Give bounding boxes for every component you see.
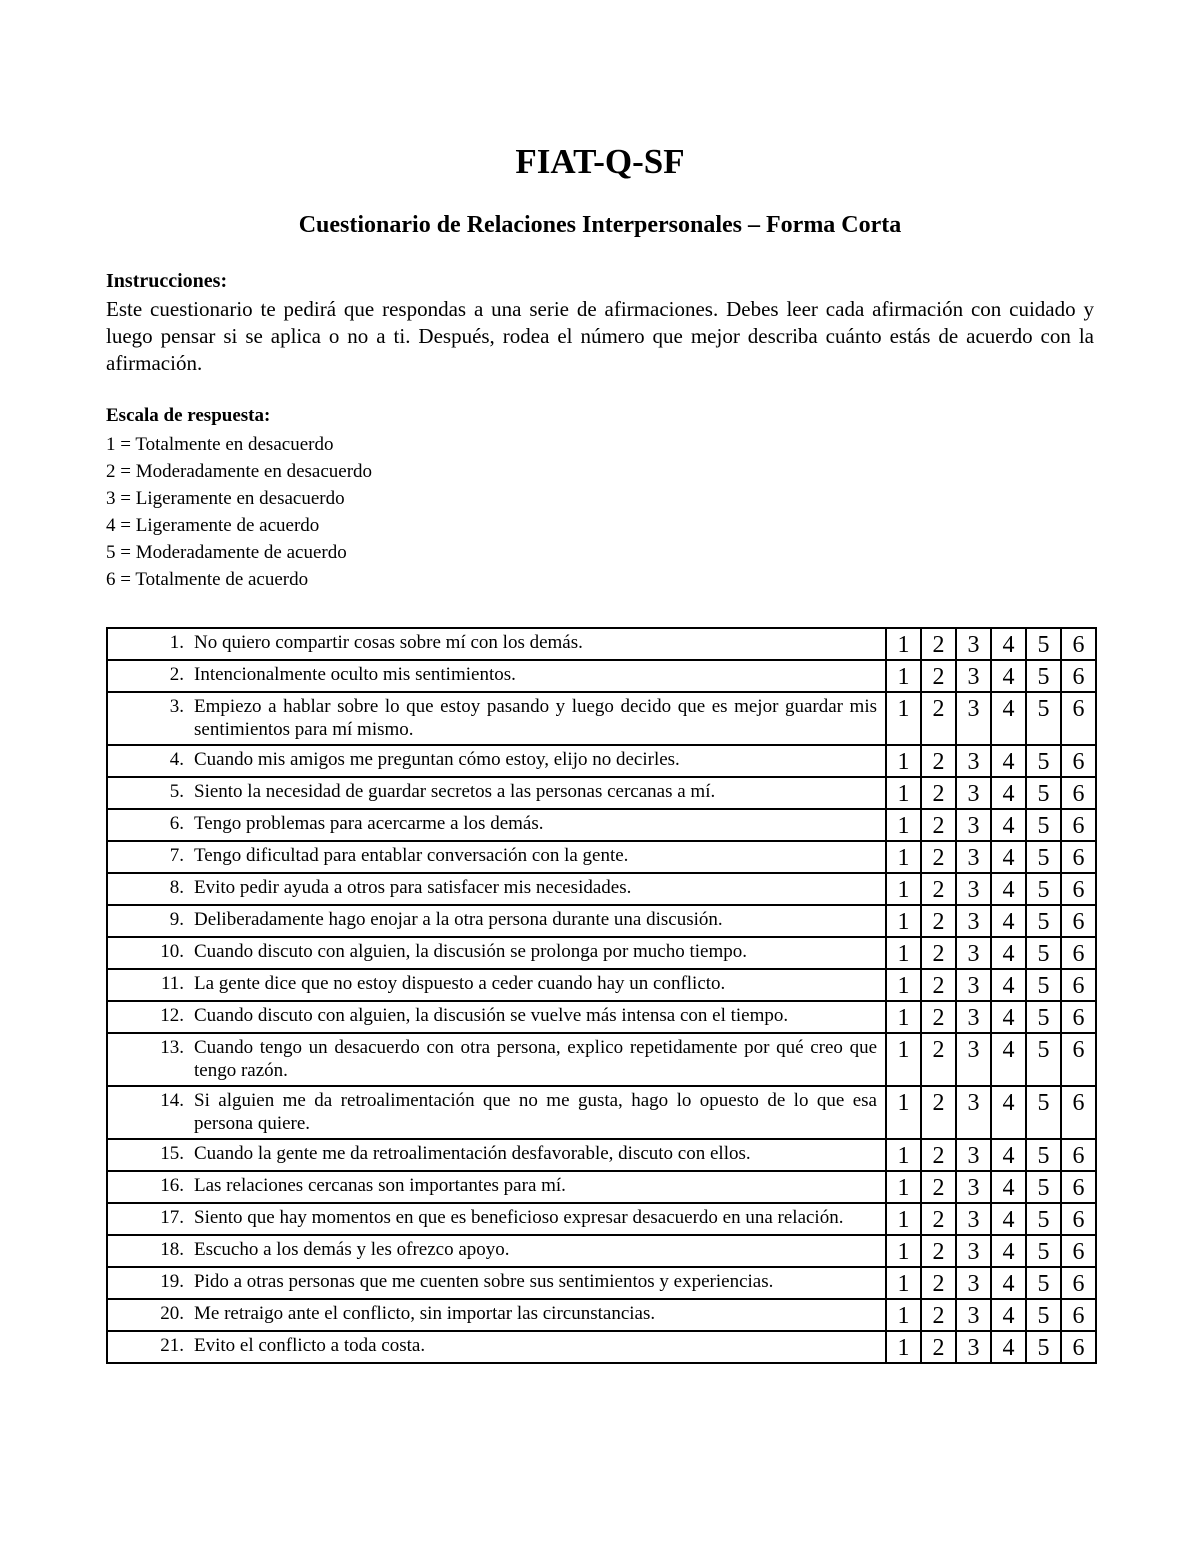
question-number: 2. [169,664,184,685]
rating-option-4[interactable]: 4 [991,969,1026,1001]
scale-item: 3 = Ligeramente en desacuerdo [106,488,345,509]
question-row [107,1033,1096,1086]
rating-option-6[interactable]: 6 [1061,1203,1096,1235]
rating-option-2[interactable]: 2 [921,1331,956,1363]
rating-option-6[interactable]: 6 [1061,809,1096,841]
question-row [107,628,1096,660]
rating-option-6[interactable]: 6 [1061,1001,1096,1033]
question-row [107,745,1096,777]
question-row [107,777,1096,809]
rating-option-2[interactable]: 2 [921,628,956,660]
question-number: 11. [160,973,184,994]
rating-option-2[interactable]: 2 [921,841,956,873]
rating-option-3[interactable]: 3 [956,841,991,873]
rating-option-1[interactable]: 1 [886,809,921,841]
question-number: 5. [169,781,184,802]
rating-option-3[interactable]: 3 [956,660,991,692]
rating-option-3[interactable]: 3 [956,692,991,745]
rating-option-4[interactable]: 4 [991,777,1026,809]
rating-option-1[interactable]: 1 [886,1203,921,1235]
rating-option-4[interactable]: 4 [991,1086,1026,1139]
rating-option-6[interactable]: 6 [1061,1086,1096,1139]
question-number: 13. [160,1037,184,1058]
rating-option-4[interactable]: 4 [991,1171,1026,1203]
rating-option-6[interactable]: 6 [1061,841,1096,873]
rating-option-1[interactable]: 1 [886,1086,921,1139]
question-row [107,873,1096,905]
question-cell [107,1267,886,1299]
rating-option-5[interactable]: 5 [1026,937,1061,969]
rating-option-6[interactable]: 6 [1061,692,1096,745]
rating-option-1[interactable]: 1 [886,692,921,745]
question-cell [107,1139,886,1171]
question-cell [107,841,886,873]
rating-option-2[interactable]: 2 [921,1001,956,1033]
question-text: La gente dice que no estoy dispuesto a ceder cuando hay un conflicto. [194,973,726,994]
rating-option-5[interactable]: 5 [1026,660,1061,692]
question-text: Siento la necesidad de guardar secretos a las personas cercanas a mí. [194,781,716,802]
rating-option-2[interactable]: 2 [921,1235,956,1267]
rating-option-3[interactable]: 3 [956,1203,991,1235]
instructions-body: Este cuestionario te pedirá que respondas a una serie de afirmaciones. Debes leer cada afirmación con cuidado y luego pensar si se aplica o no a ti. Después, rodea el número que mejor describa cuánto estás de acuerdo con la afirmación. [106,297,1094,375]
question-cell [107,1331,886,1363]
rating-option-1[interactable]: 1 [886,1001,921,1033]
question-number: 17. [160,1207,184,1228]
question-number: 20. [160,1303,184,1324]
rating-option-5[interactable]: 5 [1026,1331,1061,1363]
rating-option-4[interactable]: 4 [991,841,1026,873]
question-cell [107,809,886,841]
question-text: Deliberadamente hago enojar a la otra persona durante una discusión. [194,909,723,930]
question-text: Cuando la gente me da retroalimentación desfavorable, discuto con ellos. [194,1143,751,1164]
rating-option-2[interactable]: 2 [921,1299,956,1331]
question-number: 3. [169,696,184,717]
rating-option-5[interactable]: 5 [1026,969,1061,1001]
question-row [107,969,1096,1001]
scale-heading: Escala de respuesta: [106,405,271,426]
document-subtitle: Cuestionario de Relaciones Interpersonales – Forma Corta [298,212,902,238]
rating-option-2[interactable]: 2 [921,1033,956,1086]
rating-option-4[interactable]: 4 [991,809,1026,841]
question-number: 19. [160,1271,184,1292]
rating-option-3[interactable]: 3 [956,745,991,777]
rating-option-4[interactable]: 4 [991,937,1026,969]
rating-option-5[interactable]: 5 [1026,905,1061,937]
rating-option-1[interactable]: 1 [886,1299,921,1331]
rating-option-4[interactable]: 4 [991,745,1026,777]
question-row [107,1001,1096,1033]
question-cell [107,628,886,660]
question-cell [107,905,886,937]
question-number: 16. [160,1175,184,1196]
rating-option-1[interactable]: 1 [886,660,921,692]
rating-option-6[interactable]: 6 [1061,1331,1096,1363]
rating-option-6[interactable]: 6 [1061,937,1096,969]
question-row [107,1203,1096,1235]
rating-option-4[interactable]: 4 [991,692,1026,745]
rating-option-2[interactable]: 2 [921,660,956,692]
question-number: 1. [169,632,184,653]
question-text: Escucho a los demás y les ofrezco apoyo. [194,1239,510,1260]
rating-option-6[interactable]: 6 [1061,969,1096,1001]
question-row [107,1086,1096,1139]
rating-option-5[interactable]: 5 [1026,809,1061,841]
instructions-heading: Instrucciones: [106,270,228,292]
question-row [107,660,1096,692]
questionnaire-table [106,627,1097,1364]
rating-option-6[interactable]: 6 [1061,660,1096,692]
rating-option-4[interactable]: 4 [991,1001,1026,1033]
rating-option-1[interactable]: 1 [886,745,921,777]
question-number: 9. [169,909,184,930]
rating-option-5[interactable]: 5 [1026,1033,1061,1086]
question-cell [107,1171,886,1203]
rating-option-3[interactable]: 3 [956,1171,991,1203]
question-number: 14. [160,1090,184,1111]
question-cell [107,745,886,777]
rating-option-3[interactable]: 3 [956,873,991,905]
rating-option-3[interactable]: 3 [956,628,991,660]
rating-option-1[interactable]: 1 [886,937,921,969]
rating-option-5[interactable]: 5 [1026,628,1061,660]
rating-option-5[interactable]: 5 [1026,1086,1061,1139]
rating-option-6[interactable]: 6 [1061,1299,1096,1331]
rating-option-6[interactable]: 6 [1061,1033,1096,1086]
rating-option-2[interactable]: 2 [921,809,956,841]
question-text: Cuando discuto con alguien, la discusión se vuelve más intensa con el tiempo. [194,1005,789,1026]
rating-option-1[interactable]: 1 [886,777,921,809]
rating-option-2[interactable]: 2 [921,745,956,777]
rating-option-1[interactable]: 1 [886,969,921,1001]
rating-option-5[interactable]: 5 [1026,841,1061,873]
rating-option-2[interactable]: 2 [921,1267,956,1299]
rating-option-3[interactable]: 3 [956,1001,991,1033]
rating-option-3[interactable]: 3 [956,1086,991,1139]
question-text: Cuando mis amigos me preguntan cómo estoy, elijo no decirles. [194,749,680,770]
question-number: 6. [169,813,184,834]
rating-option-2[interactable]: 2 [921,1139,956,1171]
rating-option-6[interactable]: 6 [1061,873,1096,905]
question-row [107,692,1096,745]
scale-item: 1 = Totalmente en desacuerdo [106,434,334,455]
question-row [107,937,1096,969]
rating-option-6[interactable]: 6 [1061,777,1096,809]
rating-option-6[interactable]: 6 [1061,745,1096,777]
question-text: Cuando tengo un desacuerdo con otra persona, explico repetidamente por qué creo que tengo razón. [194,1037,877,1081]
rating-option-5[interactable]: 5 [1026,1203,1061,1235]
rating-option-5[interactable]: 5 [1026,1267,1061,1299]
rating-option-4[interactable]: 4 [991,1235,1026,1267]
rating-option-1[interactable]: 1 [886,628,921,660]
rating-option-4[interactable]: 4 [991,1299,1026,1331]
question-row [107,905,1096,937]
rating-option-1[interactable]: 1 [886,1235,921,1267]
rating-option-6[interactable]: 6 [1061,1235,1096,1267]
rating-option-2[interactable]: 2 [921,692,956,745]
rating-option-4[interactable]: 4 [991,1267,1026,1299]
question-row [107,1171,1096,1203]
rating-option-1[interactable]: 1 [886,905,921,937]
rating-option-6[interactable]: 6 [1061,628,1096,660]
question-cell [107,1299,886,1331]
question-cell [107,777,886,809]
question-text: Las relaciones cercanas son importantes para mí. [194,1175,566,1196]
rating-option-2[interactable]: 2 [921,1203,956,1235]
question-text: Pido a otras personas que me cuenten sobre sus sentimientos y experiencias. [194,1271,774,1292]
rating-option-6[interactable]: 6 [1061,905,1096,937]
question-row [107,841,1096,873]
question-row [107,1331,1096,1363]
rating-option-6[interactable]: 6 [1061,1267,1096,1299]
rating-option-1[interactable]: 1 [886,1267,921,1299]
question-number: 21. [160,1335,184,1356]
rating-option-5[interactable]: 5 [1026,1235,1061,1267]
question-cell [107,660,886,692]
question-cell [107,1086,886,1139]
question-cell [107,1001,886,1033]
question-number: 7. [169,845,184,866]
rating-option-5[interactable]: 5 [1026,777,1061,809]
rating-option-5[interactable]: 5 [1026,1171,1061,1203]
document-title: FIAT-Q-SF [515,142,685,181]
question-row [107,1235,1096,1267]
rating-option-5[interactable]: 5 [1026,1139,1061,1171]
question-number: 15. [160,1143,184,1164]
rating-option-2[interactable]: 2 [921,873,956,905]
rating-option-4[interactable]: 4 [991,660,1026,692]
rating-option-3[interactable]: 3 [956,905,991,937]
rating-option-3[interactable]: 3 [956,937,991,969]
question-cell [107,873,886,905]
rating-option-2[interactable]: 2 [921,905,956,937]
rating-option-1[interactable]: 1 [886,873,921,905]
rating-option-5[interactable]: 5 [1026,1001,1061,1033]
rating-option-3[interactable]: 3 [956,1331,991,1363]
rating-option-4[interactable]: 4 [991,873,1026,905]
rating-option-3[interactable]: 3 [956,1267,991,1299]
question-text: Siento que hay momentos en que es beneficioso expresar desacuerdo en una relación. [194,1207,844,1228]
rating-option-1[interactable]: 1 [886,1171,921,1203]
rating-option-1[interactable]: 1 [886,1033,921,1086]
rating-option-2[interactable]: 2 [921,777,956,809]
question-text: Tengo problemas para acercarme a los demás. [194,813,544,834]
question-row [107,809,1096,841]
question-text: Cuando discuto con alguien, la discusión se prolonga por mucho tiempo. [194,941,748,962]
rating-option-4[interactable]: 4 [991,905,1026,937]
rating-option-3[interactable]: 3 [956,1033,991,1086]
rating-option-4[interactable]: 4 [991,1203,1026,1235]
rating-option-2[interactable]: 2 [921,937,956,969]
rating-option-3[interactable]: 3 [956,1299,991,1331]
scale-item: 6 = Totalmente de acuerdo [106,569,309,590]
question-row [107,1267,1096,1299]
rating-option-4[interactable]: 4 [991,628,1026,660]
rating-option-5[interactable]: 5 [1026,745,1061,777]
scale-list [106,431,372,593]
question-text: Evito el conflicto a toda costa. [194,1335,426,1356]
rating-option-6[interactable]: 6 [1061,1139,1096,1171]
rating-option-3[interactable]: 3 [956,777,991,809]
rating-option-1[interactable]: 1 [886,1331,921,1363]
rating-option-1[interactable]: 1 [886,841,921,873]
question-cell [107,1033,886,1086]
question-text: Empiezo a hablar sobre lo que estoy pasando y luego decido que es mejor guardar mis sentimientos para mí mismo. [194,696,877,740]
question-text: No quiero compartir cosas sobre mí con los demás. [194,632,583,653]
question-cell [107,692,886,745]
rating-option-4[interactable]: 4 [991,1139,1026,1171]
rating-option-3[interactable]: 3 [956,1139,991,1171]
question-text: Tengo dificultad para entablar conversación con la gente. [194,845,629,866]
question-row [107,1299,1096,1331]
rating-option-4[interactable]: 4 [991,1331,1026,1363]
question-text: Evito pedir ayuda a otros para satisfacer mis necesidades. [194,877,632,898]
rating-option-3[interactable]: 3 [956,969,991,1001]
rating-option-4[interactable]: 4 [991,1033,1026,1086]
question-cell [107,937,886,969]
rating-option-5[interactable]: 5 [1026,692,1061,745]
rating-option-5[interactable]: 5 [1026,1299,1061,1331]
question-text: Me retraigo ante el conflicto, sin importar las circunstancias. [194,1303,656,1324]
question-number: 8. [169,877,184,898]
question-cell [107,1235,886,1267]
rating-option-1[interactable]: 1 [886,1139,921,1171]
rating-option-2[interactable]: 2 [921,1171,956,1203]
question-number: 18. [160,1239,184,1260]
rating-option-6[interactable]: 6 [1061,1171,1096,1203]
scale-item: 4 = Ligeramente de acuerdo [106,515,320,536]
question-text: Intencionalmente oculto mis sentimientos. [194,664,516,685]
question-cell [107,1203,886,1235]
question-number: 4. [169,749,184,770]
scale-item: 5 = Moderadamente de acuerdo [106,542,347,563]
question-number: 10. [160,941,184,962]
rating-option-2[interactable]: 2 [921,969,956,1001]
rating-option-5[interactable]: 5 [1026,873,1061,905]
scale-item: 2 = Moderadamente en desacuerdo [106,461,373,482]
rating-option-2[interactable]: 2 [921,1086,956,1139]
question-row [107,1139,1096,1171]
rating-option-3[interactable]: 3 [956,1235,991,1267]
question-cell [107,969,886,1001]
question-text: Si alguien me da retroalimentación que no me gusta, hago lo opuesto de lo que esa persona quiere. [194,1090,877,1134]
rating-option-3[interactable]: 3 [956,809,991,841]
question-number: 12. [160,1005,184,1026]
